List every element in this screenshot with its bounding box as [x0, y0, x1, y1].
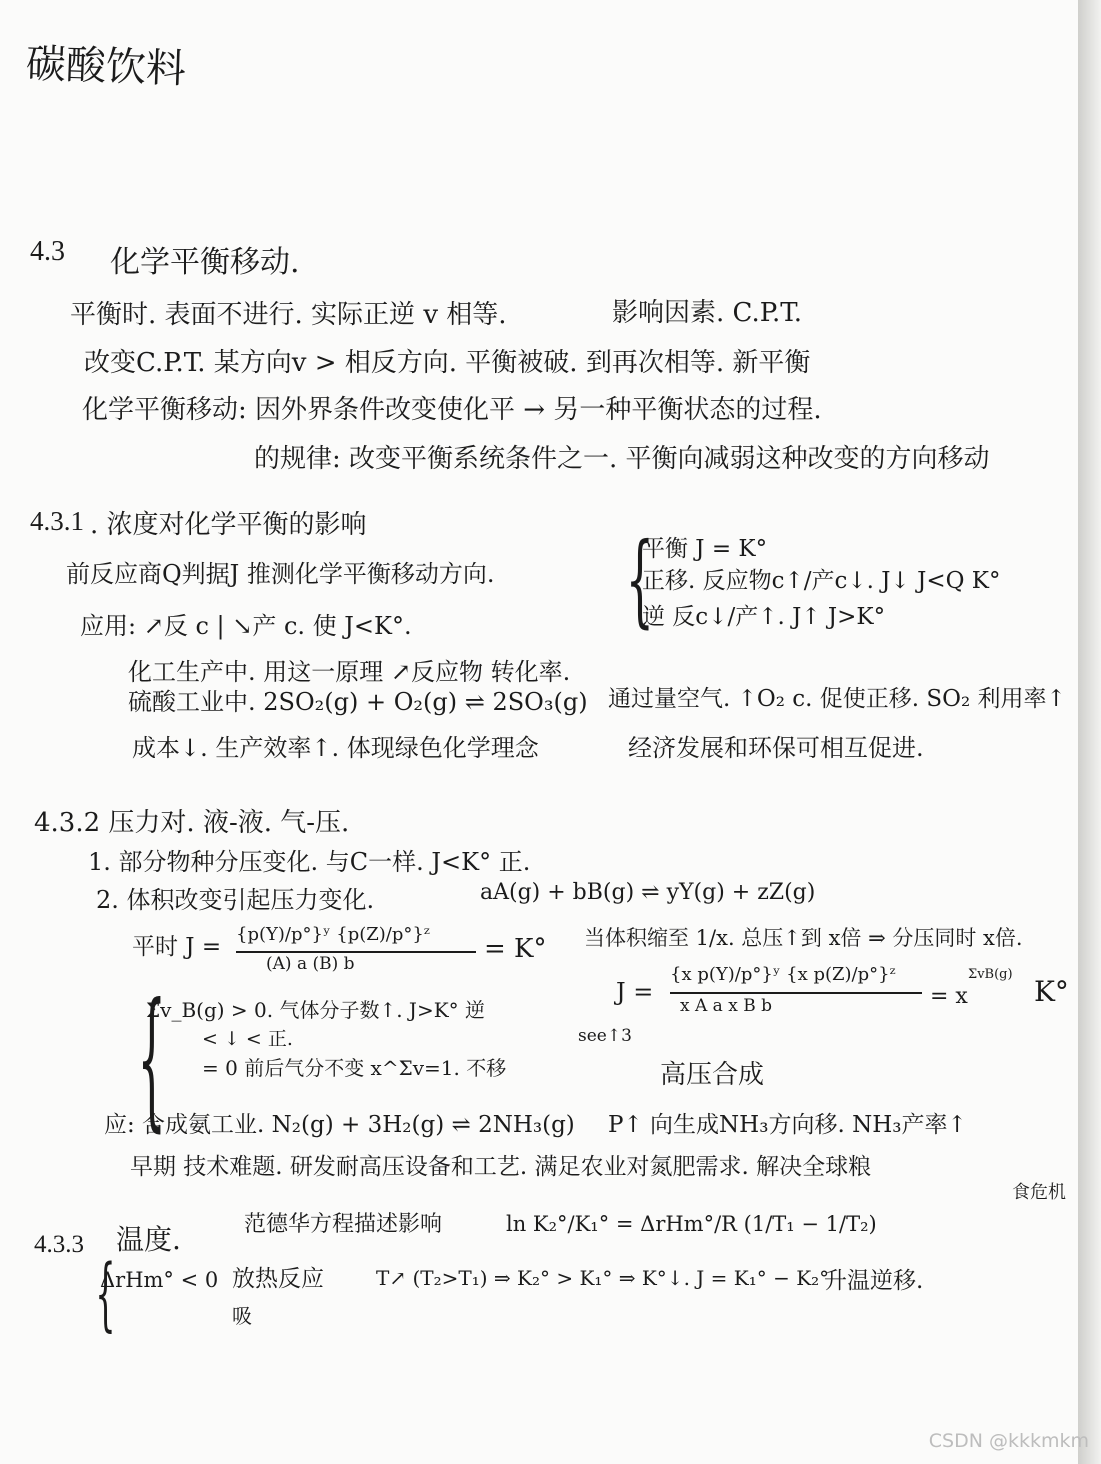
section-4-3-line1: 平衡时. 表面不进行. 实际正逆 v 相等.	[70, 300, 507, 330]
section-4-3-3-heading: 温度.	[116, 1223, 181, 1256]
section-4-3-1-number: 4.3.1	[30, 506, 84, 536]
vant-hoff-formula: ln K₂°/K₁° = ΔrHm°/R (1/T₁ − 1/T₂)	[506, 1212, 877, 1236]
brace-row-forward: 正移. 反应物c↑/产c↓. J↓ J<Q K°	[642, 568, 1001, 594]
pressure-case-zero: = 0 前后气分不变 x^Σv=1. 不移	[202, 1056, 507, 1080]
brace-row-equilibrium: 平衡 J = K°	[642, 536, 768, 562]
page-edge	[1078, 0, 1101, 1464]
watermark: CSDN @kkkmkm	[928, 1430, 1089, 1452]
section-4-3-1-heading: . 浓度对化学平衡的影响	[90, 510, 367, 540]
section-4-3-3-number: 4.3.3	[34, 1231, 84, 1258]
eq2-lhs: J =	[616, 978, 654, 1006]
eq1-numerator: {p(Y)/p°}ʸ {p(Z)/p°}ᶻ	[236, 924, 430, 945]
exothermic-conclusion: 升温逆移.	[824, 1268, 924, 1294]
section-4-3-1-line4: 硫酸工业中. 2SO₂(g) + O₂(g) ⇌ 2SO₃(g)	[128, 688, 588, 716]
section-4-3-line3: 化学平衡移动: 因外界条件改变使化平 → 另一种平衡状态的过程.	[82, 395, 822, 425]
section-4-3-line4: 的规律: 改变平衡系统条件之一. 平衡向减弱这种改变的方向移动	[254, 444, 990, 474]
brace-equilibrium-cases: {	[625, 521, 655, 638]
early-challenge-tail: 食危机	[1012, 1182, 1066, 1203]
section-4-3-heading: 化学平衡移动.	[110, 245, 300, 280]
pressure-see-note: see↑3	[578, 1026, 632, 1046]
eq1-prefix: 平时 J =	[132, 934, 222, 960]
eq2-end: K°	[1034, 975, 1069, 1008]
volume-compression-note: 当体积缩至 1/x. 总压↑到 x倍 ⇒ 分压同时 x倍.	[584, 926, 1023, 950]
section-4-3-number: 4.3	[30, 236, 65, 267]
section-4-3-2-item2: 2. 体积改变引起压力变化.	[96, 886, 375, 914]
exothermic-effect: T↗ (T₂>T₁) ⇒ K₂° > K₁° ⇒ K°↓. J = K₁° − K₂°	[376, 1266, 830, 1290]
eq2-exponent: ΣvB(g)	[968, 967, 1013, 982]
eq1-fraction-bar	[236, 951, 476, 953]
ammonia-application-right: P↑ 向生成NH₃方向移. NH₃产率↑	[608, 1112, 967, 1138]
section-4-3-2-item1: 1. 部分物种分压变化. 与C一样. J<K° 正.	[88, 848, 531, 876]
section-4-3-2-reaction: aA(g) + bB(g) ⇌ yY(g) + zZ(g)	[480, 880, 816, 905]
exothermic-condition: ΔrHm° < 0	[100, 1268, 219, 1292]
section-4-3-1-line1: 前反应商Q判据J 推测化学平衡移动方向.	[66, 560, 495, 588]
section-4-3-1-line5: 成本↓. 生产效率↑. 体现绿色化学理念	[132, 734, 539, 762]
eq1-tail: = K°	[484, 934, 547, 964]
eq2-tail: = x	[930, 984, 968, 1009]
pressure-case-positive: Σv_B(g) > 0. 气体分子数↑. J>K° 逆	[146, 998, 486, 1022]
section-4-3-3-desc: 范德华方程描述影响	[244, 1212, 443, 1237]
section-4-3-line2: 改变C.P.T. 某方向v > 相反方向. 平衡被破. 到再次相等. 新平衡	[84, 348, 811, 378]
brace-pressure-cases: {	[137, 972, 167, 1146]
section-4-3-1-line5-right: 经济发展和环保可相互促进.	[628, 734, 924, 762]
brace-temperature-cases: {	[95, 1247, 116, 1340]
early-challenge: 早期 技术难题. 研发耐高压设备和工艺. 满足农业对氮肥需求. 解决全球粮	[130, 1154, 872, 1180]
exothermic-label: 放热反应	[232, 1266, 324, 1292]
section-4-3-1-line2: 应用: ↗反 c | ↘产 c. 使 J<K°.	[80, 612, 412, 640]
ammonia-application: 应: 合成氨工业. N₂(g) + 3H₂(g) ⇌ 2NH₃(g)	[104, 1112, 575, 1138]
section-4-3-1-line3: 化工生产中. 用这一原理 ↗反应物 转化率.	[128, 658, 571, 686]
section-4-3-2-heading: 4.3.2 压力对. 液-液. 气-压.	[34, 808, 350, 838]
brace-row-reverse: 逆 反c↓/产↑. J↑ J>K°	[642, 604, 886, 630]
eq1-denominator: (A) a (B) b	[266, 954, 355, 974]
section-4-3-factors: 影响因素. C.P.T.	[612, 298, 803, 328]
pressure-case-positive-sub: < ↓ < 正.	[202, 1028, 293, 1050]
eq2-denominator: x A a x B b	[680, 996, 772, 1016]
page-title: 碳酸饮料	[25, 41, 187, 93]
eq2-numerator: {x p(Y)/p°}ʸ {x p(Z)/p°}ᶻ	[670, 964, 896, 985]
eq2-fraction-bar	[670, 992, 922, 994]
section-4-3-1-line4-right: 通过量空气. ↑O₂ c. 促使正移. SO₂ 利用率↑	[608, 686, 1066, 712]
high-pressure-synthesis: 高压合成	[660, 1060, 765, 1090]
endothermic-label: 吸	[232, 1304, 252, 1328]
